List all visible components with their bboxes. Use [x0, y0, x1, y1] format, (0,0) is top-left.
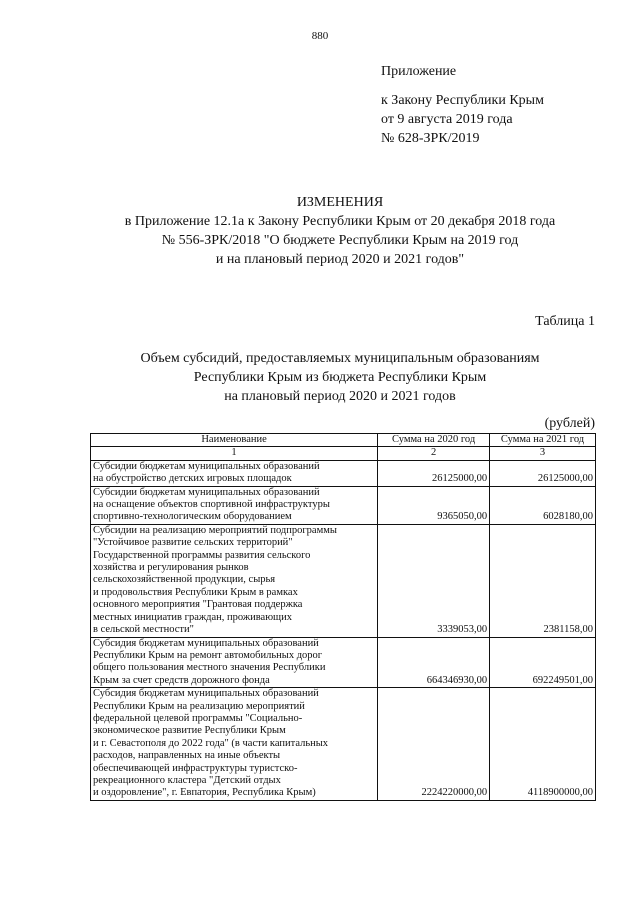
index-cell: 2 [378, 447, 490, 460]
row-name-line: и оздоровление", г. Евпатория, Республика Крым) [93, 787, 316, 799]
row-name-line: хозяйства и регулирования рынков [93, 562, 249, 574]
row-name-line: обеспечивающей инфраструктуры туристско- [93, 762, 298, 774]
row-sum-2021: 692249501,00 [490, 637, 596, 688]
table-row [91, 688, 596, 801]
row-name-line: местных инициатив граждан, проживающих [93, 611, 292, 623]
index-cell: 3 [490, 447, 596, 460]
header-sum-2020: Сумма на 2020 год [378, 434, 490, 447]
row-name-line: Государственной программы развития сельского [93, 549, 311, 561]
row-name-cell [91, 486, 378, 524]
title-line: в Приложение 12.1а к Закону Республики Крым от 20 декабря 2018 года [124, 214, 556, 229]
row-name-line: спортивно-технологическим оборудованием [93, 511, 292, 523]
row-sum-2020: 2224220000,00 [378, 688, 490, 801]
row-name-line: Субсидии на реализацию мероприятий подпрограммы [93, 524, 337, 536]
row-name-line: общего пользования местного значения Республики [93, 662, 326, 674]
row-name-line: сельскохозяйственной продукции, сырья [93, 574, 276, 586]
row-name-cell [91, 688, 378, 801]
document-title [40, 193, 640, 269]
appendix-block [381, 62, 544, 148]
row-name-line: Субсидия бюджетам муниципальных образований [93, 637, 319, 649]
subtitle-line: Объем субсидий, предоставляемых муниципальным образованиям [140, 351, 540, 366]
table-row [91, 460, 596, 486]
subsidies-table [90, 433, 596, 801]
header-sum-2021: Сумма на 2021 год [490, 434, 596, 447]
table-label: Таблица 1 [535, 314, 595, 329]
header-name: Наименование [91, 434, 378, 447]
row-sum-2020: 664346930,00 [378, 637, 490, 688]
row-name-line: Субсидии бюджетам муниципальных образований [93, 486, 320, 498]
table-row [91, 486, 596, 524]
row-sum-2020: 26125000,00 [378, 460, 490, 486]
table-row [91, 524, 596, 637]
units-label: (рублей) [544, 416, 595, 431]
appendix-line: № 628-ЗРК/2019 [381, 131, 480, 146]
table-subtitle [40, 349, 640, 406]
row-name-line: в сельской местности" [93, 624, 194, 636]
appendix-line: от 9 августа 2019 года [381, 112, 513, 127]
row-name-line: расходов, направленных на иные объекты [93, 750, 281, 762]
title-heading: ИЗМЕНЕНИЯ [296, 195, 384, 210]
row-name-line: Субсидии бюджетам муниципальных образований [93, 460, 320, 472]
title-line: № 556-ЗРК/2018 "О бюджете Республики Крым на 2019 год [161, 233, 519, 248]
row-name-line: Республики Крым на реализацию мероприятий [93, 700, 305, 712]
page-number: 880 [311, 30, 329, 42]
subtitle-line: Республики Крым из бюджета Республики Крым [193, 370, 487, 385]
row-name-line: и продовольствия Республики Крым в рамках [93, 586, 298, 598]
row-sum-2020: 3339053,00 [378, 524, 490, 637]
table-header-row [91, 434, 596, 447]
row-sum-2021: 4118900000,00 [490, 688, 596, 801]
row-name-line: федеральной целевой программы "Социально- [93, 712, 303, 724]
row-name-line: Субсидия бюджетам муниципальных образований [93, 688, 319, 700]
table-row [91, 637, 596, 688]
row-name-line: "Устойчивое развитие сельских территорий" [93, 537, 293, 549]
row-name-line: экономическое развитие Республики Крым [93, 725, 286, 737]
row-name-line: Крым за счет средств дорожного фонда [93, 674, 270, 686]
row-name-line: и г. Севастополя до 2022 года" (в части капитальных [93, 737, 329, 749]
row-name-line: на оснащение объектов спортивной инфраструктуры [93, 499, 330, 511]
row-sum-2021: 2381158,00 [490, 524, 596, 637]
row-sum-2021: 6028180,00 [490, 486, 596, 524]
row-name-cell [91, 524, 378, 637]
appendix-line: к Закону Республики Крым [381, 93, 544, 108]
title-line: и на плановый период 2020 и 2021 годов" [215, 252, 465, 267]
row-sum-2020: 9365050,00 [378, 486, 490, 524]
row-name-line: Республики Крым на ремонт автомобильных дорог [93, 649, 323, 661]
row-name-cell [91, 637, 378, 688]
index-cell: 1 [91, 447, 378, 460]
subtitle-line: на плановый период 2020 и 2021 годов [224, 389, 456, 404]
row-name-line: рекреационного кластера "Детский отдых [93, 774, 281, 786]
appendix-label: Приложение [381, 64, 457, 79]
row-name-line: на обустройство детских игровых площадок [93, 473, 292, 485]
table-index-row [91, 447, 596, 460]
row-name-cell [91, 460, 378, 486]
row-sum-2021: 26125000,00 [490, 460, 596, 486]
table-body [91, 460, 596, 800]
row-name-line: основного мероприятия "Грантовая поддержка [93, 599, 303, 611]
